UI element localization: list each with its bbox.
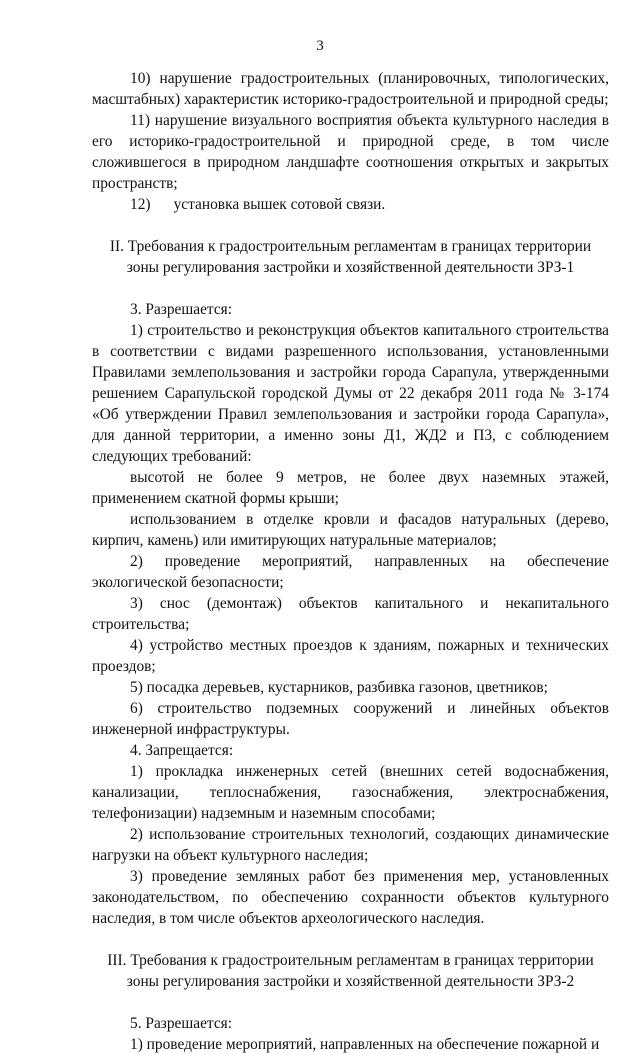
paragraph: 5) посадка деревьев, кустарников, разбивка газонов, цветников; — [130, 679, 548, 696]
section-heading: II. Требования к градостроительным регламентам в границах территории зоны регулирования застройки и хозяйственной деятельности ЗРЗ-1 — [109, 238, 592, 276]
paragraph: 5. Разрешается: — [130, 1015, 233, 1032]
paragraph: 3) снос (демонтаж) объектов капитального и некапитального строительства; — [92, 595, 609, 633]
paragraph: 10) нарушение градостроительных (планировочных, типологических, масштабных) характеристик историко-градостроительной и природной среды; — [92, 70, 609, 108]
paragraph: 1) проведение мероприятий, направленных на обеспечение пожарной и — [130, 1036, 600, 1053]
paragraph: 1) строительство и реконструкция объектов капитального строительства в соответствии с видами разрешенного использования, установленными Правилами землепользования и застройки города Сарапула, утвержденными решением Сарапульской городской Думы от 22 декабря 2011 года № 3-174 «Об утверждении Правил землепользования и застройки города Сарапула», для данной территории, а именно зоны Д1, ЖД2 и П3, с соблюдением следующих требований: — [92, 322, 609, 465]
paragraph: 1) прокладка инженерных сетей (внешних сетей водоснабжения, канализации, теплоснабжения, газоснабжения, электроснабжения, телефонизации) надземным и наземным способами; — [92, 763, 609, 822]
paragraph: 2) использование строительных технологий, создающих динамические нагрузки на объект культурного наследия; — [92, 826, 609, 864]
paragraph: использованием в отделке кровли и фасадов натуральных (дерево, кирпич, камень) или имитирующих натуральные материалов; — [92, 511, 609, 549]
paragraph: 11) нарушение визуального восприятия объекта культурного наследия в его историко-градостроительной и природной среде, в том числе сложившегося в природном ландшафте соотношения открытых и закрытых пространств; — [92, 112, 609, 192]
document-body — [92, 68, 609, 1055]
paragraph: 12) установка вышек сотовой связи. — [130, 196, 386, 213]
paragraph: 4. Запрещается: — [130, 742, 234, 759]
paragraph: 6) строительство подземных сооружений и линейных объектов инженерной инфраструктуры. — [92, 700, 609, 738]
paragraph: 4) устройство местных проездов к зданиям, пожарных и технических проездов; — [92, 637, 609, 675]
paragraph: 2) проведение мероприятий, направленных на обеспечение экологической безопасности; — [92, 553, 609, 591]
paragraph: высотой не более 9 метров, не более двух наземных этажей, применением скатной формы крыши; — [92, 469, 609, 507]
section-heading: III. Требования к градостроительным регламентам в границах территории зоны регулирования застройки и хозяйственной деятельности ЗРЗ-2 — [107, 952, 594, 990]
paragraph: 3) проведение земляных работ без применения мер, установленных законодательством, по обеспечению сохранности объектов культурного наследия, в том числе объектов археологического наследия. — [92, 868, 609, 927]
paragraph: 3. Разрешается: — [130, 301, 233, 318]
page-number: 3 — [316, 38, 324, 54]
